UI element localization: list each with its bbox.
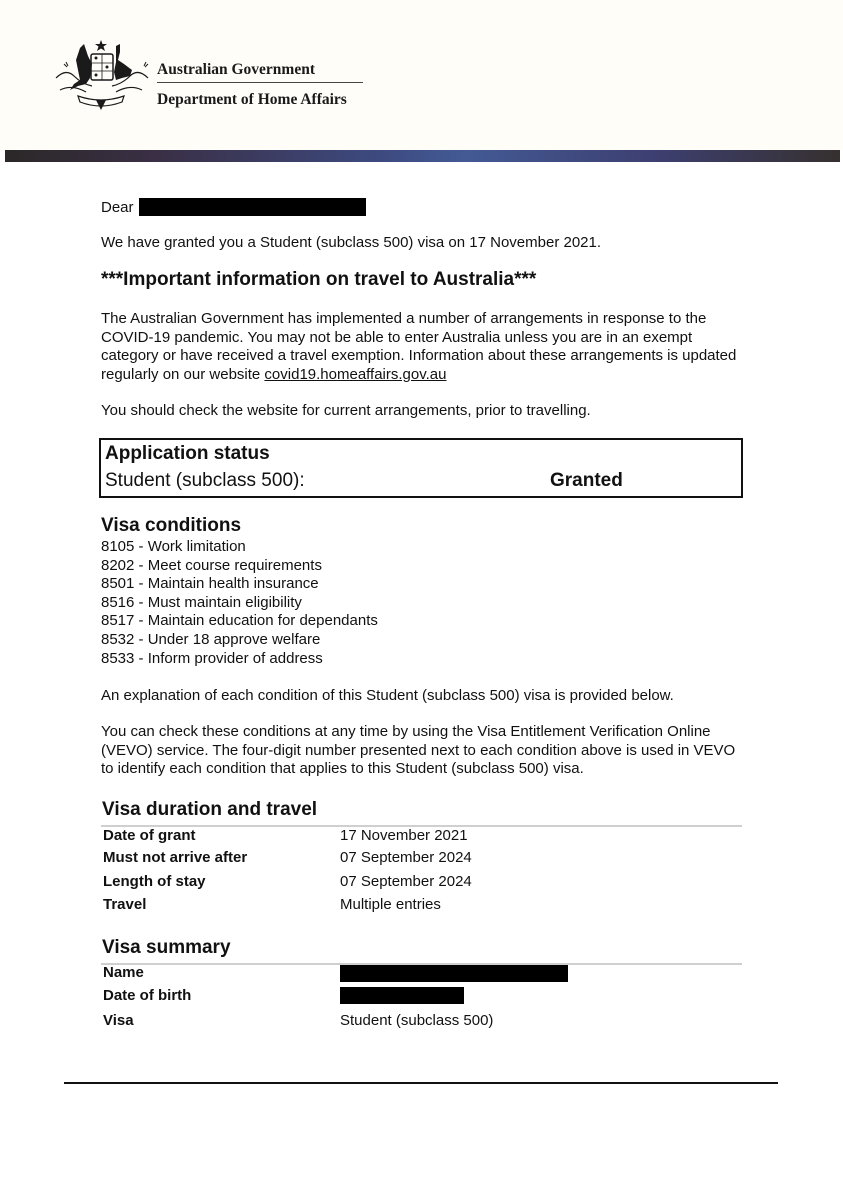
grant-sentence: We have granted you a Student (subclass 500) visa on 17 November 2021. bbox=[101, 234, 602, 251]
application-status-box bbox=[99, 438, 743, 498]
agency-divider bbox=[157, 82, 363, 83]
duration-row-value: 17 November 2021 bbox=[340, 827, 468, 844]
condition-item: 8501 - Maintain health insurance bbox=[101, 575, 319, 593]
vevo-paragraph: You can check these conditions at any time by using the Visa Entitlement Verification Online (VEVO) service. The four-digit number presented next to each condition above is used in VEVO to identify each condition that applies to this Student (subclass 500) visa. bbox=[101, 723, 736, 778]
duration-row-value: 07 September 2024 bbox=[340, 873, 472, 890]
duration-row-value: Multiple entries bbox=[340, 896, 441, 913]
application-status-title: Application status bbox=[105, 443, 270, 464]
condition-item: 8533 - Inform provider of address bbox=[101, 649, 323, 667]
header-gradient-bar bbox=[5, 150, 840, 162]
condition-item: 8532 - Under 18 approve welfare bbox=[101, 630, 321, 648]
visa-conditions-title: Visa conditions bbox=[101, 515, 242, 536]
visa-duration-title: Visa duration and travel bbox=[102, 799, 318, 820]
duration-row-label: Date of grant bbox=[103, 827, 196, 844]
coat-of-arms-icon bbox=[52, 38, 150, 112]
department-name: Department of Home Affairs bbox=[157, 91, 347, 108]
salutation: Dear bbox=[101, 199, 134, 216]
footer-rule bbox=[64, 1082, 778, 1084]
summary-row-label: Date of birth bbox=[103, 987, 192, 1004]
condition-item: 8105 - Work limitation bbox=[101, 538, 246, 555]
visa-summary-title: Visa summary bbox=[102, 937, 231, 958]
letterhead bbox=[0, 0, 843, 150]
covid-paragraph bbox=[101, 310, 751, 384]
redacted-date-of-birth bbox=[340, 987, 464, 1004]
redacted-recipient-name bbox=[139, 198, 366, 216]
conditions-explanation: An explanation of each condition of this Student (subclass 500) visa is provided below. bbox=[101, 687, 674, 704]
application-status-value: Granted bbox=[550, 470, 623, 491]
duration-row-label: Length of stay bbox=[103, 873, 206, 890]
summary-row-value: Student (subclass 500) bbox=[340, 1012, 494, 1029]
government-name: Australian Government bbox=[157, 61, 316, 78]
agency-name bbox=[157, 60, 363, 110]
redacted-name bbox=[340, 965, 568, 982]
application-status-label: Student (subclass 500): bbox=[105, 470, 305, 491]
condition-item: 8517 - Maintain education for dependants bbox=[101, 612, 378, 630]
condition-item: 8202 - Meet course requirements bbox=[101, 556, 322, 574]
visa-conditions-list bbox=[101, 538, 378, 668]
condition-item: 8516 - Must maintain eligibility bbox=[101, 593, 302, 611]
summary-row-label: Visa bbox=[103, 1012, 134, 1029]
duration-row-value: 07 September 2024 bbox=[340, 849, 472, 866]
duration-row-label: Must not arrive after bbox=[103, 849, 248, 866]
duration-row-label: Travel bbox=[103, 896, 147, 913]
summary-row-label: Name bbox=[103, 964, 144, 981]
covid-paragraph-text: The Australian Government has implemented a number of arrangements in response to the COVID-19 pandemic. You may not be able to enter Australia unless you are in an exempt category or have received a travel exemption. Information about these arrangements is updated regularly on our website bbox=[101, 310, 737, 383]
covid-website-link[interactable]: covid19.homeaffairs.gov.au bbox=[264, 365, 447, 383]
important-heading: ***Important information on travel to Australia*** bbox=[101, 269, 537, 290]
check-website-text: You should check the website for current arrangements, prior to travelling. bbox=[101, 402, 591, 419]
